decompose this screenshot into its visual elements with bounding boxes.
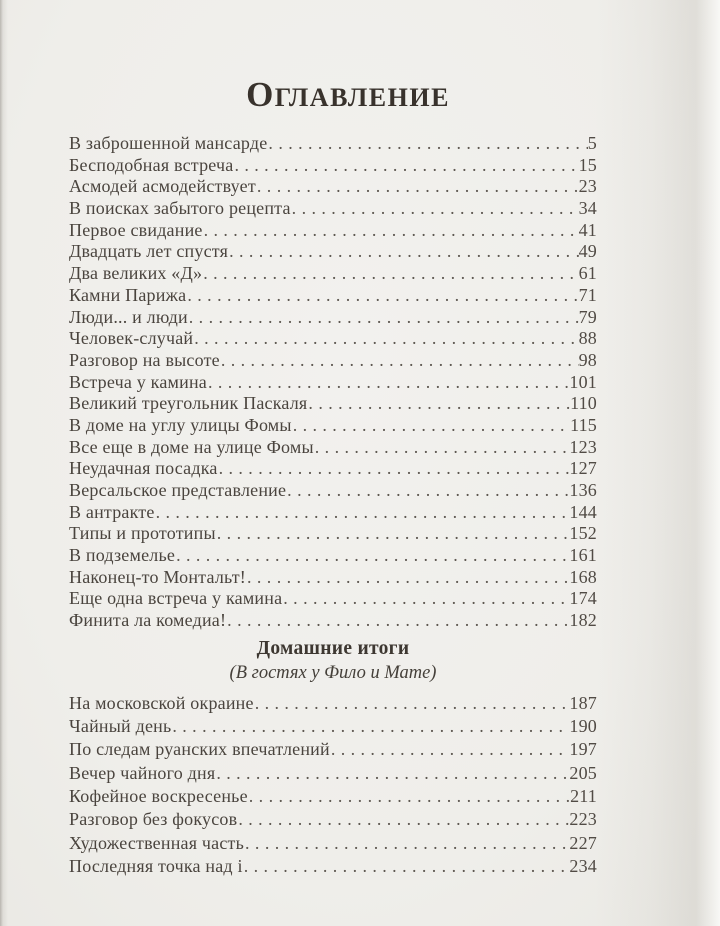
toc-entry-title: Камни Парижа [69, 284, 187, 305]
dot-leader [287, 480, 569, 501]
toc-entry-page: 211 [570, 786, 597, 806]
toc-entry [69, 458, 597, 480]
toc-entry [69, 502, 597, 524]
toc-entry-title: Неудачная посадка [69, 458, 218, 479]
toc-entry-page: 88 [578, 328, 597, 349]
toc-entry-page: 127 [569, 458, 597, 479]
toc-entry-title: На московской окраине [69, 692, 254, 713]
toc-entry-page: 98 [578, 349, 597, 370]
dot-leader [187, 285, 578, 306]
toc-entry-page: 187 [569, 692, 597, 713]
dot-leader [245, 833, 569, 854]
toc-entry-page: 190 [569, 716, 597, 737]
toc-entry [69, 739, 597, 762]
toc-entry [69, 415, 597, 437]
toc-entry-title: Разговор на высоте [69, 349, 220, 370]
toc-entry [69, 523, 597, 545]
toc-entry-page: 101 [569, 371, 597, 392]
toc-entry-page: 61 [578, 263, 597, 284]
toc-entry-page: 34 [578, 198, 597, 219]
dot-leader [308, 393, 570, 414]
page-title: ОГЛАВЛЕНИЕ [246, 75, 450, 114]
toc-entry-page: 223 [569, 809, 597, 830]
toc-entry [69, 176, 597, 198]
toc-entry [69, 480, 597, 502]
toc-entry-title: В антракте [69, 501, 155, 522]
toc-entry-title: Великий треугольник Паскаля [69, 393, 308, 414]
toc-entry-title: По следам руанских впечатлений [69, 739, 330, 760]
toc-entry-title: Двадцать лет спустя [69, 241, 229, 262]
toc-entry-title: Человек-случай [69, 328, 194, 349]
dot-leader [217, 523, 570, 544]
dot-leader [234, 155, 578, 176]
toc-entry-title: Наконец-то Монтальт! [69, 566, 246, 587]
toc-entry-page: 115 [570, 414, 597, 435]
toc-list-section [69, 693, 597, 879]
toc-entry [69, 786, 597, 809]
toc-entry-page: 136 [569, 480, 597, 500]
toc-entry-title: Все еще в доме на улице Фомы [69, 436, 314, 457]
toc-entry-page: 144 [569, 501, 597, 522]
section-heading: Домашние итоги [256, 637, 410, 659]
dot-leader [268, 133, 587, 154]
dot-leader [283, 588, 569, 609]
dot-leader [227, 610, 569, 631]
toc-entry-page: 5 [587, 133, 597, 153]
toc-entry [69, 263, 597, 285]
toc-content [69, 0, 597, 879]
dot-leader [293, 415, 570, 436]
toc-entry-page: 182 [569, 610, 597, 631]
toc-entry-title: Два великих «Д» [69, 263, 203, 284]
dot-leader [204, 220, 579, 241]
toc-entry-page: 205 [569, 762, 597, 783]
toc-entry [69, 567, 597, 589]
toc-entry [69, 716, 597, 739]
toc-entry-page: 161 [569, 545, 597, 566]
dot-leader [172, 716, 569, 737]
toc-entry [69, 133, 597, 155]
toc-entry [69, 809, 597, 832]
toc-entry-page: 123 [569, 436, 597, 457]
toc-entry-page: 110 [570, 393, 597, 414]
toc-entry [69, 588, 597, 610]
toc-entry-page: 49 [578, 241, 597, 262]
toc-entry-title: Разговор без фокусов [69, 809, 238, 830]
toc-entry-title: Кофейное воскресенье [69, 786, 248, 806]
toc-entry-title: Версальское представление [69, 480, 287, 500]
dot-leader [203, 263, 578, 284]
toc-entry [69, 437, 597, 459]
dot-leader [208, 372, 569, 393]
toc-entry-page: 234 [569, 855, 597, 876]
toc-entry-title: Финита ла комедиа! [69, 610, 227, 631]
toc-entry-page: 23 [578, 176, 597, 197]
toc-entry-title: Первое свидание [69, 219, 203, 240]
toc-entry-page: 71 [578, 284, 597, 305]
toc-entry-title: Чайный день [69, 716, 172, 737]
toc-entry [69, 856, 597, 879]
dot-leader [194, 328, 578, 349]
toc-entry [69, 307, 597, 329]
toc-entry-title: Бесподобная встреча [69, 154, 234, 175]
toc-entry-title: Еще одна встреча у камина [69, 588, 283, 609]
toc-entry-page: 152 [569, 523, 597, 544]
toc-entry-page: 79 [578, 306, 597, 327]
toc-entry [69, 198, 597, 220]
toc-entry [69, 610, 597, 632]
toc-entry-title: Последняя точка над i [69, 855, 243, 876]
dot-leader [219, 458, 570, 479]
toc-entry-title: В поисках забытого рецепта [69, 198, 291, 219]
toc-entry [69, 241, 597, 263]
toc-entry [69, 350, 597, 372]
dot-leader [292, 198, 579, 219]
dot-leader [221, 350, 579, 371]
toc-entry-page: 227 [569, 832, 597, 853]
toc-entry-title: В заброшенной мансарде [69, 133, 268, 153]
toc-entry [69, 545, 597, 567]
dot-leader [156, 502, 570, 523]
toc-entry-title: Вечер чайного дня [69, 762, 216, 783]
toc-entry [69, 763, 597, 786]
toc-entry-title: Художественная часть [69, 832, 245, 853]
toc-entry-title: Люди... и люди [69, 306, 188, 327]
toc-entry [69, 693, 597, 716]
dot-leader [249, 786, 570, 807]
toc-entry-title: В доме на углу улицы Фомы [69, 414, 292, 435]
toc-entry-title: Встреча у камина [69, 371, 207, 392]
toc-entry [69, 833, 597, 856]
toc-entry [69, 328, 597, 350]
dot-leader [257, 176, 579, 197]
toc-entry-page: 168 [569, 566, 597, 587]
toc-entry [69, 372, 597, 394]
dot-leader [315, 437, 570, 458]
dot-leader [176, 545, 569, 566]
toc-list-main [69, 133, 597, 632]
dot-leader [247, 567, 569, 588]
toc-entry-page: 15 [578, 154, 597, 175]
dot-leader [244, 856, 570, 877]
dot-leader [189, 307, 579, 328]
dot-leader [255, 693, 570, 714]
dot-leader [331, 739, 570, 760]
dot-leader [216, 763, 569, 784]
toc-entry [69, 285, 597, 307]
toc-entry-title: В подземелье [69, 545, 176, 566]
toc-entry-page: 197 [569, 739, 597, 760]
toc-entry [69, 393, 597, 415]
toc-entry-page: 174 [569, 588, 597, 609]
toc-entry-page: 41 [578, 219, 597, 240]
toc-entry-title: Типы и прототипы [69, 523, 216, 544]
dot-leader [229, 241, 579, 262]
toc-entry [69, 155, 597, 177]
section-subheading: (В гостях у Фило и Мате) [229, 662, 437, 683]
dot-leader [238, 809, 569, 830]
toc-entry [69, 220, 597, 242]
toc-entry-title: Асмодей асмодействует [69, 176, 256, 197]
